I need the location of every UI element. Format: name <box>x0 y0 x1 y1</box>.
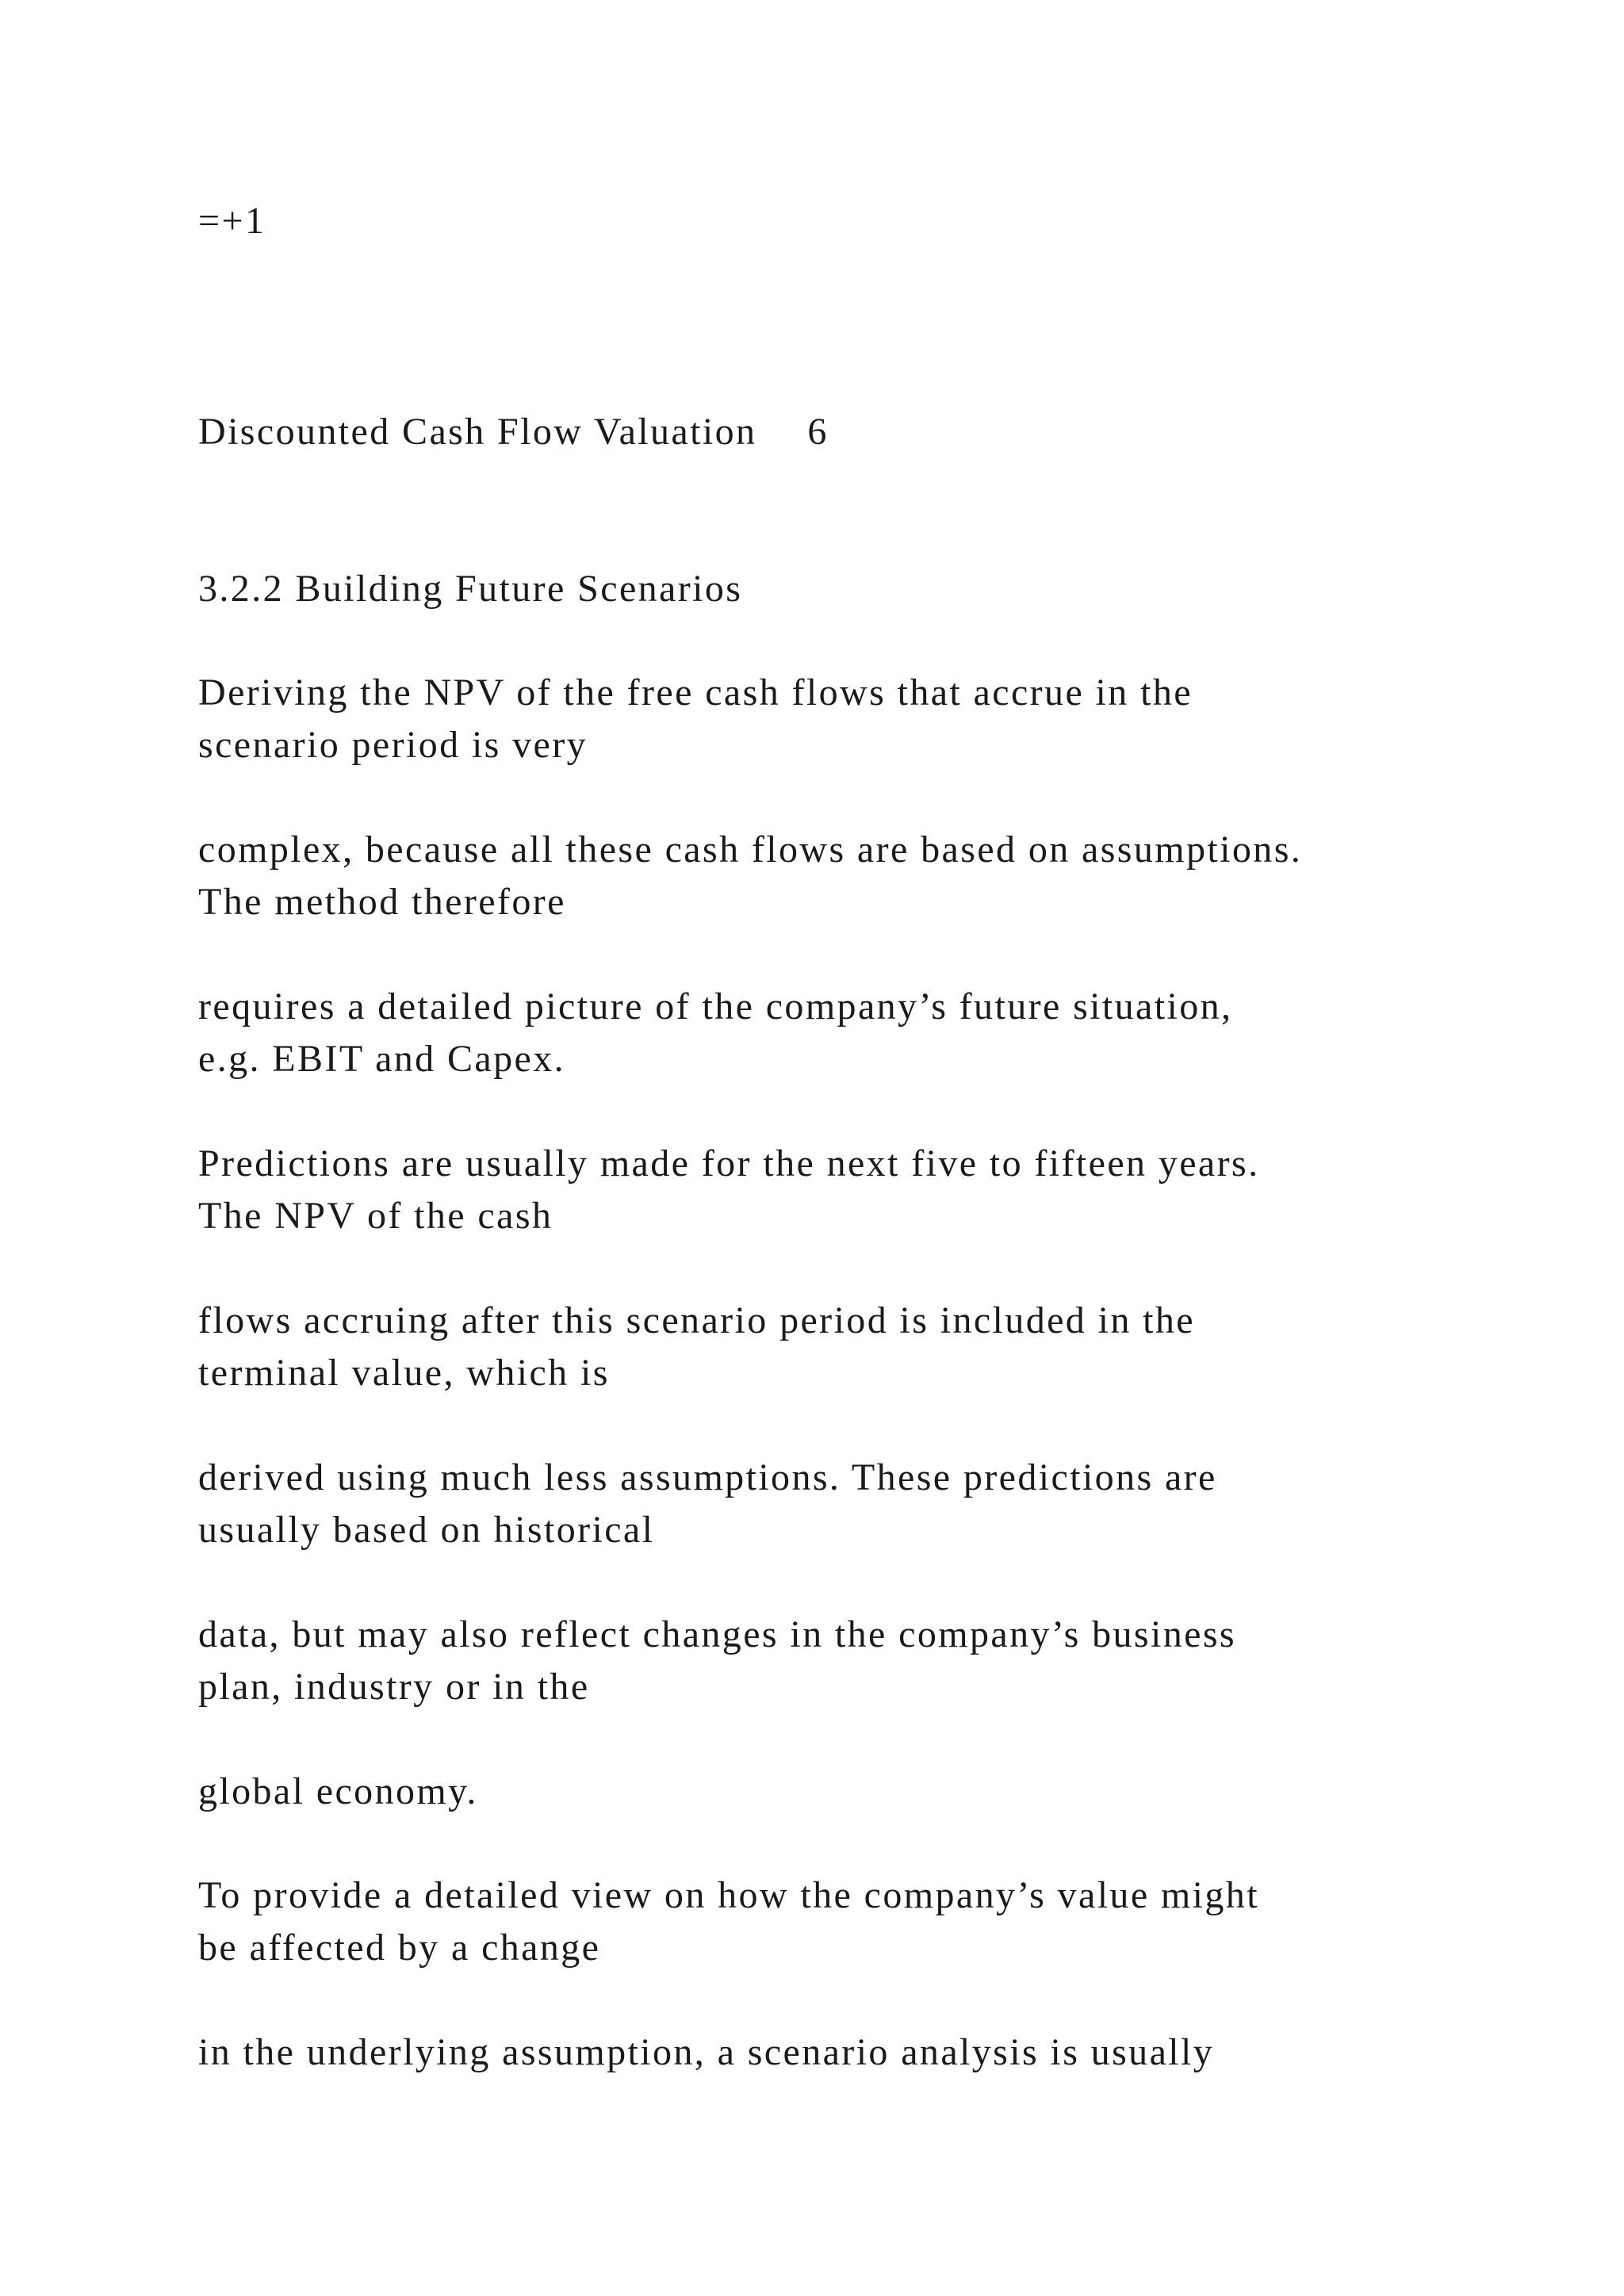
running-header <box>198 406 829 458</box>
paragraph-line: be affected by a change <box>198 1927 601 1969</box>
paragraph-line: data, but may also reflect changes in the company’s business <box>198 1613 1237 1655</box>
section-heading: 3.2.2 Building Future Scenarios <box>198 568 743 610</box>
paragraph-line: in the underlying assumption, a scenario analysis is usually <box>198 2031 1215 2073</box>
paragraph-line: To provide a detailed view on how the company’s value might <box>198 1874 1259 1916</box>
paragraph-line: requires a detailed picture of the company’s future situation, <box>198 985 1233 1027</box>
paragraph-line: The NPV of the cash <box>198 1195 553 1237</box>
paragraph-line: global economy. <box>198 1770 478 1812</box>
paragraph-line: The method therefore <box>198 881 566 923</box>
paragraph-line: Predictions are usually made for the next five to fifteen years. <box>198 1142 1260 1184</box>
page-number: 6 <box>807 411 829 453</box>
running-header-title: Discounted Cash Flow Valuation <box>198 411 757 453</box>
paragraph-line: usually based on historical <box>198 1509 655 1551</box>
formula: =+1 <box>198 200 266 242</box>
paragraph-line: scenario period is very <box>198 724 588 766</box>
formula-line <box>198 195 266 247</box>
paragraph-line: derived using much less assumptions. These predictions are <box>198 1456 1217 1498</box>
paragraph-line: plan, industry or in the <box>198 1666 590 1708</box>
paragraph-line: complex, because all these cash flows are based on assumptions. <box>198 828 1303 871</box>
paragraph-line: Deriving the NPV of the free cash flows that accrue in the <box>198 672 1193 714</box>
paragraph-line: flows accruing after this scenario period is included in the <box>198 1299 1195 1341</box>
paragraph-line: e.g. EBIT and Capex. <box>198 1038 566 1080</box>
paragraph-line: terminal value, which is <box>198 1352 610 1394</box>
